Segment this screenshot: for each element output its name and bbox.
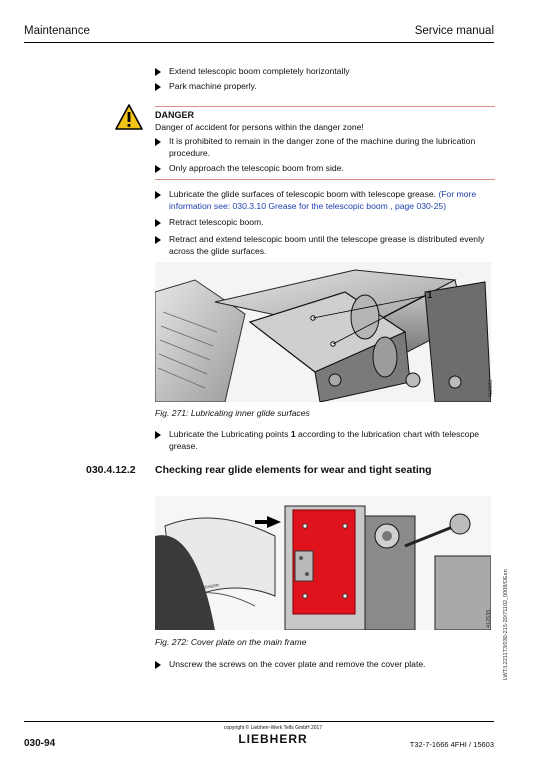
copyright: copyright © Liebherr-Werk Telfs GmbH 2017 [223, 725, 323, 731]
figure-code: 412605 [488, 379, 494, 398]
figure-caption: Fig. 271: Lubricating inner glide surfaces [155, 408, 310, 418]
bullet-arrow-icon [155, 165, 161, 173]
danger-bottom-rule [155, 179, 495, 180]
liebherr-logo: LIEBHERR [238, 732, 308, 746]
figure-callout-1: 1 [427, 290, 433, 301]
section-title: Checking rear glide elements for wear and tight seating [155, 464, 432, 476]
figure-code: 412635 [486, 609, 492, 628]
figure-caption: Fig. 272: Cover plate on the main frame [155, 637, 307, 647]
danger-top-rule [155, 106, 495, 107]
bullet-arrow-icon [155, 83, 161, 91]
fender-brand-label: LIEBHERR [198, 582, 220, 591]
step-lubricate-glide: Lubricate the glide surfaces of telescopic boom with telescope grease. (For more information see: 030.3.10 Grease for the telescopic boom , page 030-25) [155, 189, 495, 212]
header-section: Maintenance [24, 25, 90, 37]
bullet-arrow-icon [155, 661, 161, 669]
page-number: 030-94 [24, 738, 56, 749]
section-number: 030.4.12.2 [86, 464, 136, 476]
bullet-arrow-icon [155, 191, 161, 199]
step-lubricate-points: Lubricate the Lubricating points 1 according to the lubrication chart with telescope grease. [155, 429, 495, 452]
bullet-arrow-icon [155, 431, 161, 439]
boom-illustration [155, 262, 491, 402]
danger-item: It is prohibited to remain in the danger zone of the machine during the lubrication procedure. [155, 136, 495, 159]
danger-item: Only approach the telescopic boom from side. [155, 163, 495, 175]
footer-rule [24, 721, 494, 722]
document-id: T32-7-1666 4FHI / 15603 [409, 740, 494, 749]
cross-reference-link[interactable]: (For more information see: 030.3.10 Grease for the telescopic boom , page 030-25) [169, 189, 477, 211]
step-unscrew: Unscrew the screws on the cover plate and remove the cover plate. [155, 659, 495, 671]
bullet-arrow-icon [155, 219, 161, 227]
step-retract-extend: Retract and extend telescopic boom until the telescope grease is distributed evenly across the glide surfaces. [155, 234, 495, 257]
cover-plate-illustration [155, 496, 491, 630]
figure-inner-glide-surfaces [155, 262, 491, 402]
figure-cover-plate [155, 496, 491, 630]
warning-triangle-icon [115, 104, 143, 130]
step-extend-boom: Extend telescopic boom completely horizontally [155, 66, 495, 78]
danger-title: DANGER [155, 110, 195, 120]
bullet-arrow-icon [155, 138, 161, 146]
header-rule [24, 42, 494, 43]
step-retract: Retract telescopic boom. [155, 217, 495, 229]
danger-text: Danger of accident for persons within the danger zone! [155, 122, 364, 132]
bullet-arrow-icon [155, 236, 161, 244]
bullet-arrow-icon [155, 68, 161, 76]
document-reference-code: LWT/L2211T3/030-215-20/71102_0008/DEen [503, 569, 509, 680]
header-document-type: Service manual [414, 25, 494, 37]
step-park-machine: Park machine properly. [155, 81, 495, 93]
